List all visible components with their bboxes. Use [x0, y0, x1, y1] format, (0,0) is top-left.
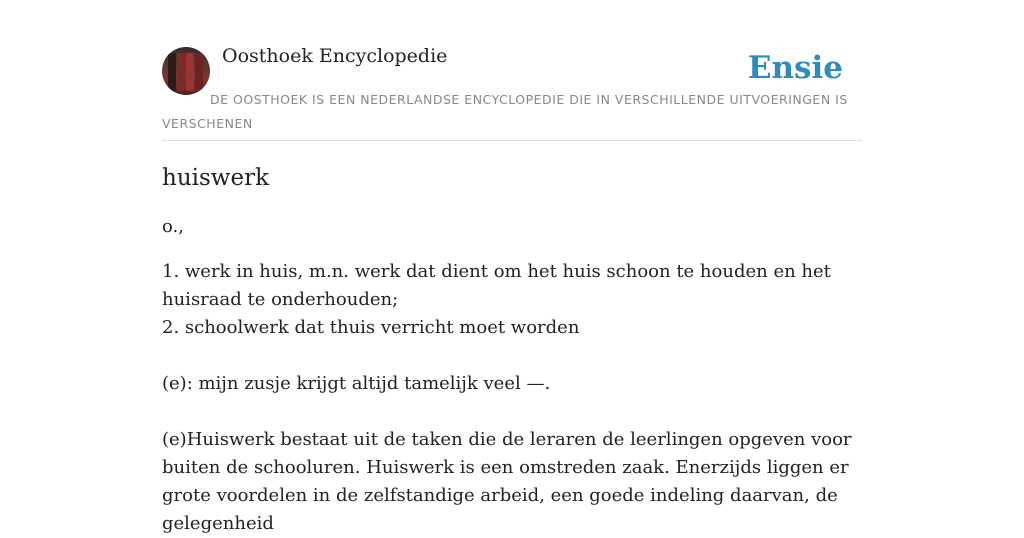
grammar-label: o.,: [162, 216, 184, 237]
book-spine-icon: [177, 53, 185, 91]
example-sentence: (e): mijn zusje krijgt altijd tamelijk veel —.: [162, 373, 551, 394]
book-spine-icon: [186, 53, 194, 91]
entry-title: huiswerk: [162, 165, 270, 191]
book-spine-icon: [195, 53, 203, 91]
ensie-logo-link[interactable]: Ensie: [747, 50, 843, 86]
page: [162, 0, 862, 538]
definition-item: 1. werk in huis, m.n. werk dat dient om het huis schoon te houden en het huisraad te onderhouden;: [162, 261, 831, 310]
site-subtitle: DE OOSTHOEK IS EEN NEDERLANDSE ENCYCLOPEDIE DIE IN VERSCHILLENDE UITVOERINGEN IS VERSCHENEN: [162, 92, 848, 131]
book-spine-icon: [168, 53, 176, 91]
entry-content: [162, 213, 862, 538]
site-title-link[interactable]: Oosthoek Encyclopedie: [222, 45, 448, 67]
encyclopedic-text: (e)Huiswerk bestaat uit de taken die de leraren de leerlingen opgeven voor buiten de schooluren. Huiswerk is een omstreden zaak. Enerzijds liggen er grote voordelen in de zelfstandige arbeid, een goede indeling daarvan, de gelegenheid: [162, 429, 852, 534]
site-header: [162, 0, 862, 141]
definition-list: [162, 258, 862, 342]
definition-item: 2. schoolwerk dat thuis verricht moet worden: [162, 317, 580, 338]
